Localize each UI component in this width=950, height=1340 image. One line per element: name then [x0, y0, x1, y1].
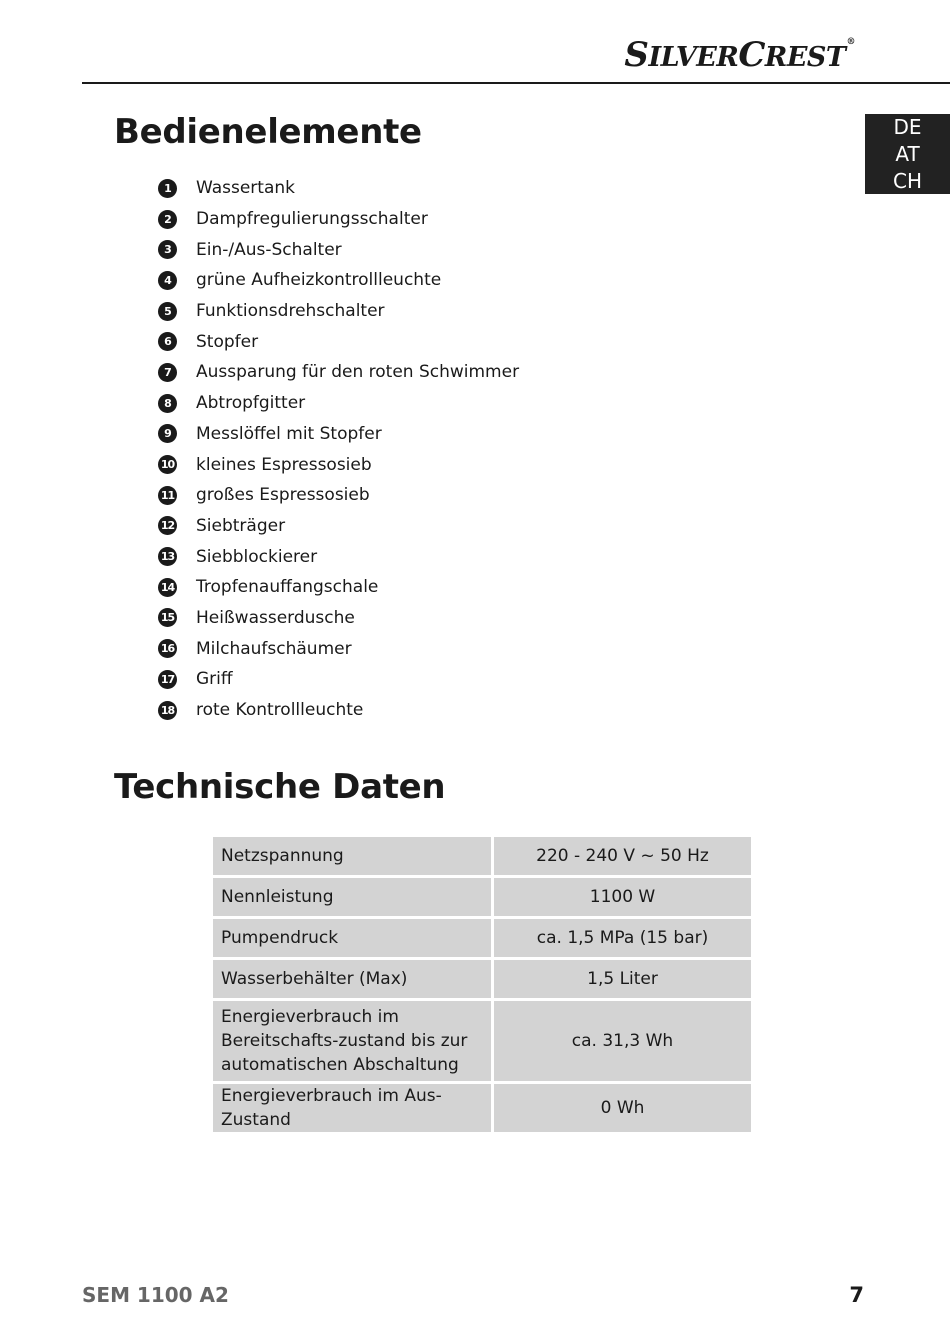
list-item-label: Milchaufschäumer [196, 638, 352, 659]
list-item [158, 388, 519, 419]
brand-logo-c: C [738, 35, 765, 75]
list-item [158, 572, 519, 603]
list-item-label: Messlöffel mit Stopfer [196, 423, 382, 444]
number-badge: 15 [158, 608, 177, 627]
list-item-label: Tropfenauffangschale [196, 577, 379, 598]
parts-list [158, 173, 519, 725]
spec-parameter: Wasserbehälter (Max) [212, 959, 493, 1000]
list-item [158, 449, 519, 480]
footer-model: SEM 1100 A2 [82, 1283, 229, 1307]
spec-value: 220 - 240 V ~ 50 Hz [493, 836, 753, 877]
spec-value: 0 Wh [493, 1083, 753, 1134]
list-item [158, 265, 519, 296]
number-badge: 18 [158, 701, 177, 720]
number-badge: 3 [158, 240, 177, 259]
brand-logo-rest: REST [764, 42, 846, 73]
brand-logo-s: S [624, 35, 649, 75]
number-badge: 12 [158, 516, 177, 535]
list-item [158, 603, 519, 634]
language-tab [865, 114, 950, 194]
list-item-label: kleines Espressosieb [196, 454, 372, 475]
list-item [158, 357, 519, 388]
spec-table [210, 834, 754, 1135]
language-ch: CH [892, 168, 922, 193]
list-item [158, 695, 519, 726]
list-item-label: rote Kontrollleuchte [196, 700, 364, 721]
number-badge: 10 [158, 455, 177, 474]
list-item-label: Siebblockierer [196, 546, 318, 567]
spec-parameter: Nennleistung [212, 877, 493, 918]
list-item-label: Abtropfgitter [196, 393, 306, 414]
header-rule [82, 82, 950, 84]
list-item-label: Ein-/Aus-Schalter [196, 239, 342, 260]
number-badge: 17 [158, 670, 177, 689]
list-item-label: Funktionsdrehschalter [196, 301, 385, 322]
list-item [158, 480, 519, 511]
list-item-label: Dampfregulierungsschalter [196, 209, 428, 230]
list-item-label: Stopfer [196, 331, 259, 352]
list-item [158, 419, 519, 450]
spec-parameter: Pumpendruck [212, 918, 493, 959]
list-item [158, 296, 519, 327]
brand-logo [624, 35, 855, 75]
list-item [158, 204, 519, 235]
list-item-label: großes Espressosieb [196, 485, 370, 506]
table-row [212, 918, 753, 959]
spec-parameter: Energieverbrauch im Bereitschafts-zustand bis zur automatischen Abschaltung [212, 1000, 493, 1083]
language-at: AT [895, 141, 920, 166]
list-item [158, 173, 519, 204]
language-de: DE [893, 114, 922, 139]
number-badge: 8 [158, 394, 177, 413]
table-row [212, 1000, 753, 1083]
number-badge: 9 [158, 424, 177, 443]
list-item [158, 664, 519, 695]
spec-value: ca. 1,5 MPa (15 bar) [493, 918, 753, 959]
list-item [158, 234, 519, 265]
page-number: 7 [849, 1283, 864, 1307]
number-badge: 13 [158, 547, 177, 566]
spec-value: ca. 31,3 Wh [493, 1000, 753, 1083]
table-row [212, 836, 753, 877]
list-item [158, 633, 519, 664]
number-badge: 6 [158, 332, 177, 351]
list-item-label: Aussparung für den roten Schwimmer [196, 362, 520, 383]
registered-mark: ® [846, 37, 855, 47]
list-item [158, 511, 519, 542]
list-item-label: Griff [196, 669, 233, 690]
spec-parameter: Netzspannung [212, 836, 493, 877]
spec-parameter: Energieverbrauch im Aus-Zustand [212, 1083, 493, 1134]
list-item-label: Heißwasserdusche [196, 607, 355, 628]
table-row [212, 1083, 753, 1134]
list-item [158, 326, 519, 357]
list-item-label: grüne Aufheizkontrollleuchte [196, 270, 442, 291]
number-badge: 14 [158, 578, 177, 597]
list-item-label: Siebträger [196, 515, 286, 536]
number-badge: 7 [158, 363, 177, 382]
table-row [212, 877, 753, 918]
table-row [212, 959, 753, 1000]
number-badge: 2 [158, 210, 177, 229]
number-badge: 1 [158, 179, 177, 198]
list-item-label: Wassertank [196, 178, 296, 199]
list-item [158, 541, 519, 572]
number-badge: 4 [158, 271, 177, 290]
section-title-controls: Bedienelemente [114, 112, 422, 152]
spec-value: 1,5 Liter [493, 959, 753, 1000]
number-badge: 16 [158, 639, 177, 658]
spec-value: 1100 W [493, 877, 753, 918]
number-badge: 11 [158, 486, 177, 505]
number-badge: 5 [158, 302, 177, 321]
brand-logo-ilver: ILVER [648, 42, 739, 73]
section-title-technical: Technische Daten [114, 767, 446, 807]
